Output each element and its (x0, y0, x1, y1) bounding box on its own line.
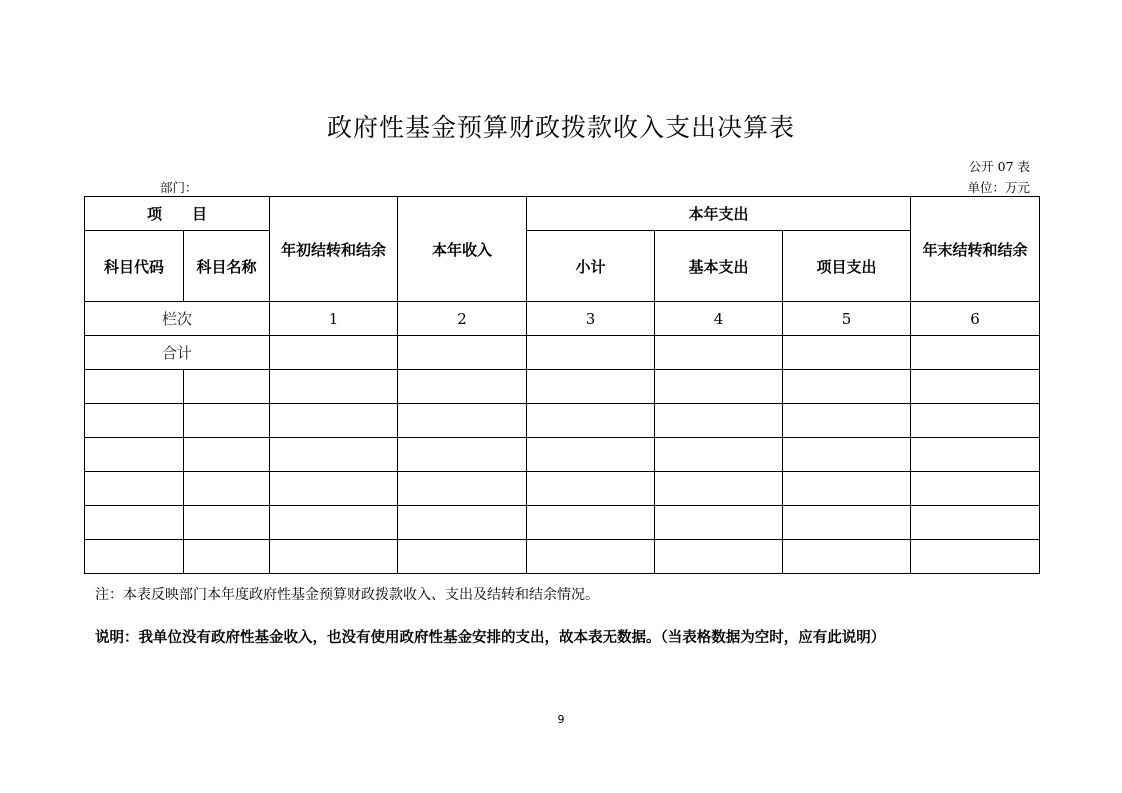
table-cell (911, 540, 1040, 574)
table-cell (655, 472, 783, 506)
header-begin-balance: 年初结转和结余 (270, 197, 398, 302)
table-cell (270, 472, 398, 506)
table-cell (184, 370, 270, 404)
table-cell (783, 370, 911, 404)
table-cell (527, 506, 655, 540)
header-expense: 本年支出 (527, 197, 911, 231)
table-cell (85, 370, 184, 404)
total-cell (527, 336, 655, 370)
table-cell (911, 370, 1040, 404)
header-subtotal: 小计 (527, 231, 655, 302)
table-cell (85, 540, 184, 574)
table-cell (270, 370, 398, 404)
table-cell (911, 404, 1040, 438)
table-cell (85, 404, 184, 438)
table-cell (527, 404, 655, 438)
header-end-balance: 年末结转和结余 (911, 197, 1040, 302)
table-cell (527, 370, 655, 404)
header-project-expense: 项目支出 (783, 231, 911, 302)
row-index-label: 栏次 (85, 302, 270, 336)
table-cell (85, 438, 184, 472)
table-cell (270, 506, 398, 540)
header-subject-name: 科目名称 (184, 231, 270, 302)
total-cell (270, 336, 398, 370)
table-cell (655, 438, 783, 472)
unit-label: 单位：万元 (967, 180, 1030, 195)
table-cell (911, 506, 1040, 540)
table-cell (655, 404, 783, 438)
table-row (85, 472, 1040, 506)
column-number: 2 (398, 302, 527, 336)
header-basic-expense: 基本支出 (655, 231, 783, 302)
table-cell (398, 370, 527, 404)
table-note: 注：本表反映部门本年度政府性基金预算财政拨款收入、支出及结转和结余情况。 (95, 587, 599, 603)
budget-table (84, 196, 1040, 574)
table-cell (398, 540, 527, 574)
table-cell (655, 370, 783, 404)
table-cell (398, 506, 527, 540)
header-item: 项 目 (85, 197, 270, 231)
column-number: 3 (527, 302, 655, 336)
table-row (85, 540, 1040, 574)
total-cell (398, 336, 527, 370)
table-cell (398, 404, 527, 438)
column-number: 6 (911, 302, 1040, 336)
table-row (85, 506, 1040, 540)
table-cell (783, 472, 911, 506)
table-cell (85, 506, 184, 540)
table-cell (527, 472, 655, 506)
table-cell (184, 438, 270, 472)
table-cell (655, 540, 783, 574)
table-row (85, 438, 1040, 472)
table-cell (783, 404, 911, 438)
column-number: 5 (783, 302, 911, 336)
table-cell (184, 506, 270, 540)
table-cell (783, 438, 911, 472)
table-cell (398, 472, 527, 506)
table-cell (911, 438, 1040, 472)
table-cell (184, 540, 270, 574)
total-label: 合计 (85, 336, 270, 370)
table-cell (783, 540, 911, 574)
table-cell (655, 506, 783, 540)
table-cell (527, 438, 655, 472)
table-cell (270, 438, 398, 472)
column-number: 1 (270, 302, 398, 336)
department-label: 部门： (160, 180, 198, 195)
table-cell (783, 506, 911, 540)
table-cell (398, 438, 527, 472)
table-cell (184, 404, 270, 438)
explanation-text: 说明：我单位没有政府性基金收入，也没有使用政府性基金安排的支出，故本表无数据。（当表格数据为空时，应有此说明） (95, 630, 886, 646)
page-title: 政府性基金预算财政拨款收入支出决算表 (326, 113, 795, 142)
header-subject-code: 科目代码 (85, 231, 184, 302)
total-cell (783, 336, 911, 370)
header-income: 本年收入 (398, 197, 527, 302)
table-cell (911, 472, 1040, 506)
form-number: 公开 07 表 (968, 159, 1030, 174)
table-cell (85, 472, 184, 506)
table-row (85, 404, 1040, 438)
table-row (85, 370, 1040, 404)
table-cell (527, 540, 655, 574)
table-cell (184, 472, 270, 506)
total-cell (911, 336, 1040, 370)
total-cell (655, 336, 783, 370)
page-number: 9 (557, 713, 565, 726)
table-cell (270, 540, 398, 574)
column-number: 4 (655, 302, 783, 336)
table-cell (270, 404, 398, 438)
